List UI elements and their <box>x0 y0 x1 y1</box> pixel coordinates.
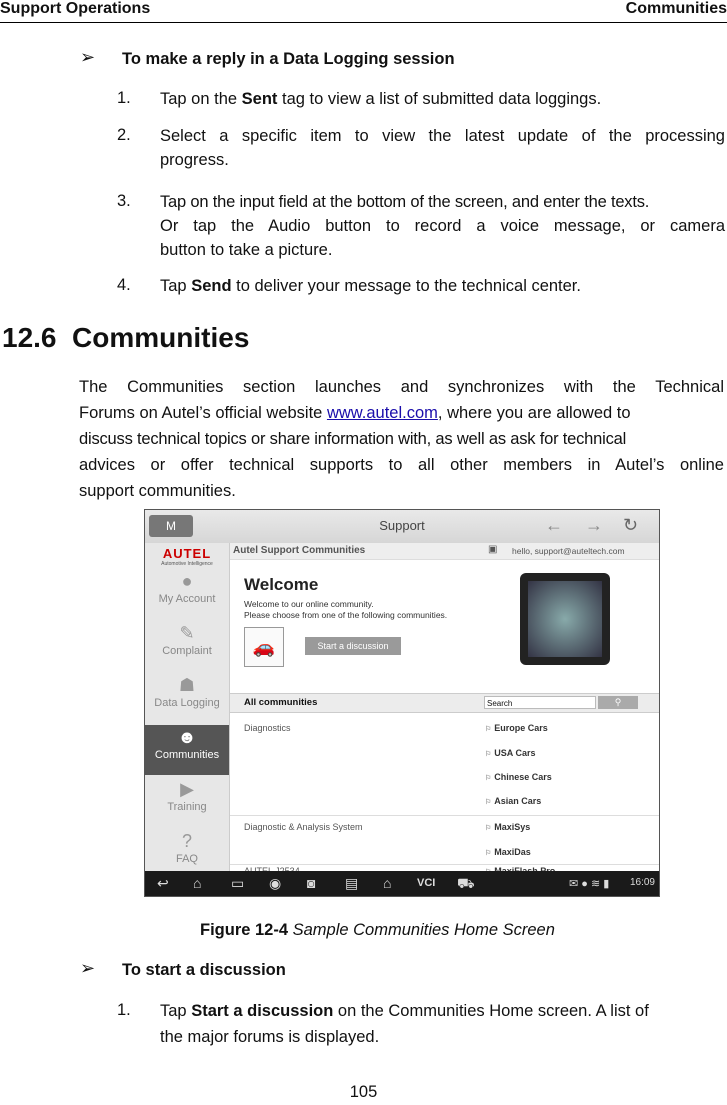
step-text: Select a specific item to view the latest update of the processing <box>160 127 725 145</box>
step-text: button to take a picture. <box>160 241 333 259</box>
bottom-bar <box>145 871 659 896</box>
body-text: The Communities section launches and synchronizes with the Technical <box>79 378 724 396</box>
forum-link[interactable]: ⚐ MaxiSys <box>485 822 531 832</box>
car-icon[interactable]: 🚗 <box>244 627 284 667</box>
maxisys-icon[interactable]: ⌂ <box>383 875 392 891</box>
display-icon[interactable]: ▤ <box>345 875 359 891</box>
step-text: Or tap the Audio button to record a voice message, or camera <box>160 217 725 235</box>
car-shortcut-icon[interactable]: ⛟ <box>457 875 475 891</box>
step-number: 1. <box>117 89 131 107</box>
autel-logo: AUTEL Automotive Intelligence <box>161 546 213 567</box>
sidebar-item-complaint[interactable]: ✎ Complaint <box>145 621 229 671</box>
training-icon: ▶ <box>180 779 194 799</box>
category-label: Diagnostics <box>244 723 291 733</box>
page-number: 105 <box>349 1083 378 1101</box>
camera-icon[interactable]: ◙ <box>307 875 316 891</box>
sidebar-item-training[interactable]: ▶ Training <box>145 777 229 827</box>
forum-link[interactable]: ⚐ MaxiDas <box>485 847 531 857</box>
all-communities-label: All communities <box>244 697 318 708</box>
search-button[interactable]: ⚲ <box>598 696 638 709</box>
body-text: Forums on Autel’s official website www.autel.com, where you are allowed to <box>79 404 631 422</box>
main-panel <box>230 543 659 871</box>
header-right: Communities <box>625 0 727 17</box>
clock: 16:09 <box>629 877 655 888</box>
browser-icon[interactable]: ◉ <box>269 875 282 891</box>
community-title: Autel Support Communities <box>233 545 366 556</box>
sidebar-item-my-account[interactable]: ● My Account <box>145 569 229 619</box>
step-text: Tap Start a discussion on the Communities Home screen. A list of <box>160 1002 649 1020</box>
welcome-heading: Welcome <box>244 575 319 594</box>
recent-apps-icon[interactable]: ▭ <box>231 875 245 891</box>
forward-arrow-icon[interactable]: → <box>585 515 603 535</box>
start-discussion-button[interactable]: Start a discussion <box>305 637 401 655</box>
all-communities-bar <box>230 693 659 713</box>
page-header <box>0 0 727 23</box>
header-left: Support Operations <box>0 0 151 17</box>
sidebar <box>145 543 230 871</box>
user-icon: ▣ <box>488 544 498 555</box>
refresh-icon[interactable]: ↻ <box>623 515 639 535</box>
vci-icon[interactable]: VCI <box>417 877 436 889</box>
home-button[interactable]: M <box>149 515 193 537</box>
top-bar-title: Support <box>379 518 425 533</box>
body-text: discuss technical topics or share information with, as well as ask for technical <box>79 430 627 448</box>
section-title: 12.6 Communities <box>2 322 250 353</box>
bullet-arrow-icon: ➢ <box>80 958 96 978</box>
step-number: 4. <box>117 276 131 294</box>
divider <box>230 815 659 816</box>
data-logging-icon: ☗ <box>178 675 196 695</box>
communities-icon: ☻ <box>177 727 197 747</box>
section1-heading: To make a reply in a Data Logging session <box>122 50 455 68</box>
section2-heading: To start a discussion <box>122 961 286 979</box>
body-text: support communities. <box>79 482 236 500</box>
communities-screenshot <box>144 509 660 897</box>
forum-link[interactable]: ⚐ USA Cars <box>485 748 536 758</box>
divider <box>230 864 659 865</box>
faq-icon: ? <box>181 831 192 851</box>
notification-icons: ✉ ● ≋ ▮ <box>569 878 610 890</box>
step-text: the major forums is displayed. <box>160 1028 380 1046</box>
welcome-text: Welcome to our online community. Please choose from one of the following communities. <box>244 599 448 620</box>
sidebar-item-communities[interactable]: ☻ Communities <box>145 725 229 775</box>
step-text: Tap Send to deliver your message to the technical center. <box>160 277 581 295</box>
forum-link[interactable]: ⚐ Chinese Cars <box>485 772 552 782</box>
body-text: advices or offer technical supports to all other members in Autel’s online <box>79 456 724 474</box>
back-icon[interactable]: ↩ <box>157 875 169 891</box>
home-icon[interactable]: ⌂ <box>193 875 202 891</box>
tablet-image <box>520 573 610 665</box>
step-number: 3. <box>117 192 131 210</box>
community-header <box>230 543 659 560</box>
step-number: 1. <box>117 1001 131 1019</box>
figure-caption: Figure 12-4 Sample Communities Home Screen <box>200 921 555 939</box>
step-number: 2. <box>117 126 131 144</box>
bullet-arrow-icon: ➢ <box>80 47 96 67</box>
sidebar-item-faq[interactable]: ? FAQ <box>145 829 229 879</box>
autel-website-link[interactable]: www.autel.com <box>326 404 438 422</box>
search-input[interactable]: Search <box>484 696 596 709</box>
step-text: Tap on the Sent tag to view a list of submitted data loggings. <box>160 90 602 108</box>
top-bar <box>145 510 659 544</box>
step-text: progress. <box>160 151 229 169</box>
complaint-icon: ✎ <box>179 623 195 643</box>
forum-link[interactable]: ⚐ Europe Cars <box>485 723 548 733</box>
category-label: Diagnostic & Analysis System <box>244 822 363 832</box>
person-icon: ● <box>181 571 193 591</box>
forum-link[interactable]: ⚐ Asian Cars <box>485 796 542 806</box>
sidebar-item-data-logging[interactable]: ☗ Data Logging <box>145 673 229 723</box>
step-text: Tap on the input field at the bottom of the screen, and enter the texts. <box>160 193 650 211</box>
user-email: hello, support@auteltech.com <box>512 546 625 556</box>
back-arrow-icon[interactable]: ← <box>545 515 563 535</box>
